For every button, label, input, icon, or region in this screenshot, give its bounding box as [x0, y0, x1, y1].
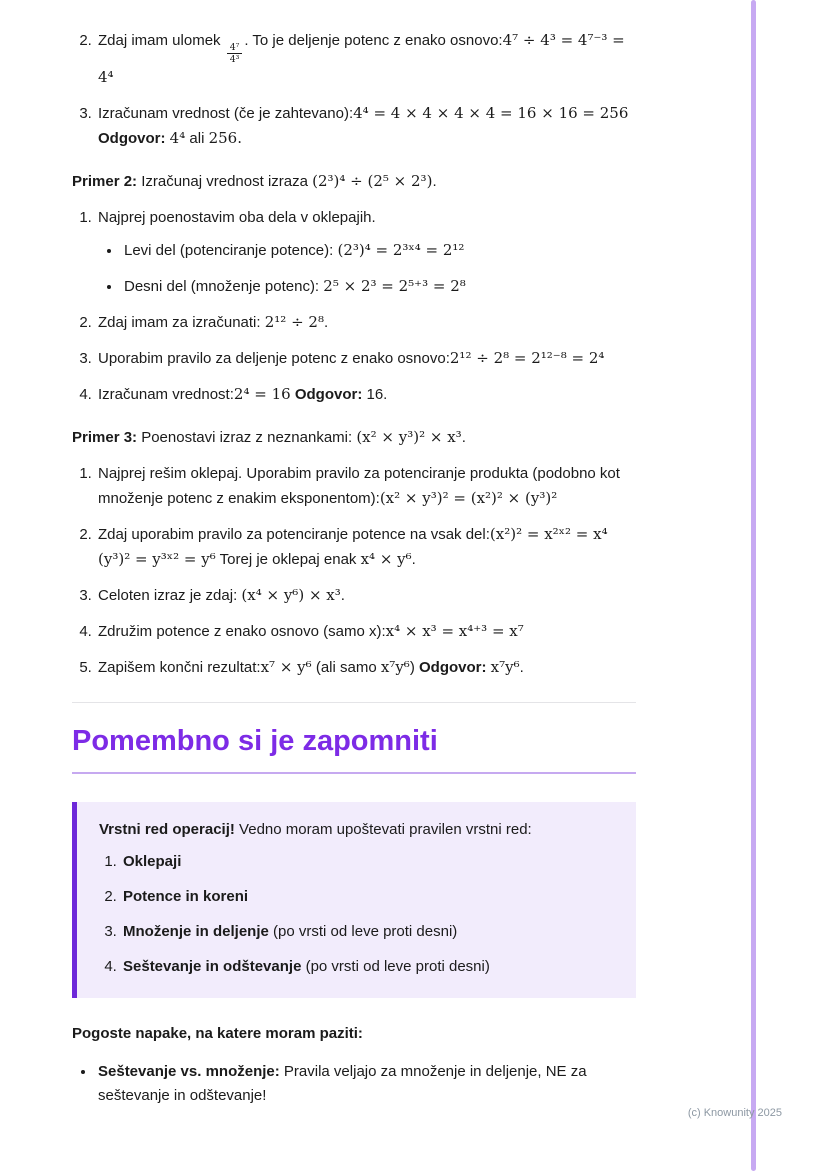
steps-list-example1 [72, 28, 636, 151]
scrollbar[interactable] [751, 0, 756, 1171]
document-content [72, 0, 636, 1118]
mistakes-heading: Pogoste napake, na katere moram paziti: [72, 1024, 363, 1042]
list-item: 1. Najprej rešim oklepaj. Uporabim pravilo za potenciranje produkta (podobno kot množenje potenc z enakim eksponentom):(x² × y³)² = (x²)² × (y³)² [96, 462, 636, 511]
watermark: (c) Knowunity 2025 [687, 1107, 782, 1119]
steps-list-example3 [72, 462, 636, 680]
list-item: 1. Oklepaji [121, 850, 614, 874]
sub-bullet-list [98, 238, 636, 299]
list-item: 2. Zdaj imam ulomek $\frac{\text{4⁷}}{\text{4³}}$ . To je deljenje potenc z enako osnovo:4⁷ ÷ 4³ = 4⁷⁻³ = 4⁴ [96, 28, 636, 90]
list-item: 2. Zdaj imam za izračunati: 2¹² ÷ 2⁸. [96, 310, 636, 335]
list-item: • Levi del (potenciranje potence): (2³)⁴ = 2³ˣ⁴ = 2¹² [122, 238, 636, 263]
steps-list-example2 [72, 206, 636, 407]
list-item: • Seštevanje vs. množenje: Pravila veljajo za množenje in deljenje, NE za seštevanje in odštevanje! [96, 1060, 636, 1108]
list-item-text: Najprej poenostavim oba dela v oklepajih. [98, 209, 376, 227]
list-item: 5. Zapišem končni rezultat:x⁷ × y⁶ (ali samo x⁷y⁶) Odgovor: x⁷y⁶. [96, 655, 636, 680]
list-item: 3. Množenje in deljenje (po vrsti od leve proti desni) [121, 920, 614, 944]
section-divider [72, 702, 636, 703]
callout-intro: Vrstni red operacij! Vedno moram upoštevati pravilen vrstni red: [99, 820, 532, 838]
primer2-intro: Primer 2: Izračunaj vrednost izraza (2³)⁴ ÷ (2⁵ × 2³). [72, 172, 437, 191]
mistakes-list [72, 1060, 636, 1108]
list-item: 4. Združim potence z enako osnovo (samo x):x⁴ × x³ = x⁴⁺³ = x⁷ [96, 619, 636, 644]
list-item: 4. Seštevanje in odštevanje (po vrsti od leve proti desni) [121, 955, 614, 979]
primer3-intro: Primer 3: Poenostavi izraz z neznankami: (x² × y³)² × x³. [72, 428, 466, 447]
list-item: 3. Celoten izraz je zdaj: (x⁴ × y⁶) × x³. [96, 583, 636, 608]
order-of-operations-list [99, 850, 614, 979]
important-callout [72, 802, 636, 998]
list-item [96, 206, 636, 299]
section-heading: Pomembno si je zapomniti [72, 725, 636, 773]
list-item: 3. Izračunam vrednost (če je zahtevano):4⁴ = 4 × 4 × 4 × 4 = 16 × 16 = 256 Odgovor: 4⁴ ali 256. [96, 101, 636, 151]
list-item: 4. Izračunam vrednost:2⁴ = 16 Odgovor: 16. [96, 382, 636, 407]
list-item: 2. Zdaj uporabim pravilo za potenciranje potence na vsak del:(x²)² = x²ˣ² = x⁴ (y³)² = y³ˣ² = y⁶ Torej je oklepaj enak x⁴ × y⁶. [96, 522, 636, 572]
list-item: • Desni del (množenje potenc): 2⁵ × 2³ = 2⁵⁺³ = 2⁸ [122, 274, 636, 299]
list-item: 2. Potence in koreni [121, 885, 614, 909]
list-item: 3. Uporabim pravilo za deljenje potenc z enako osnovo:2¹² ÷ 2⁸ = 2¹²⁻⁸ = 2⁴ [96, 346, 636, 371]
